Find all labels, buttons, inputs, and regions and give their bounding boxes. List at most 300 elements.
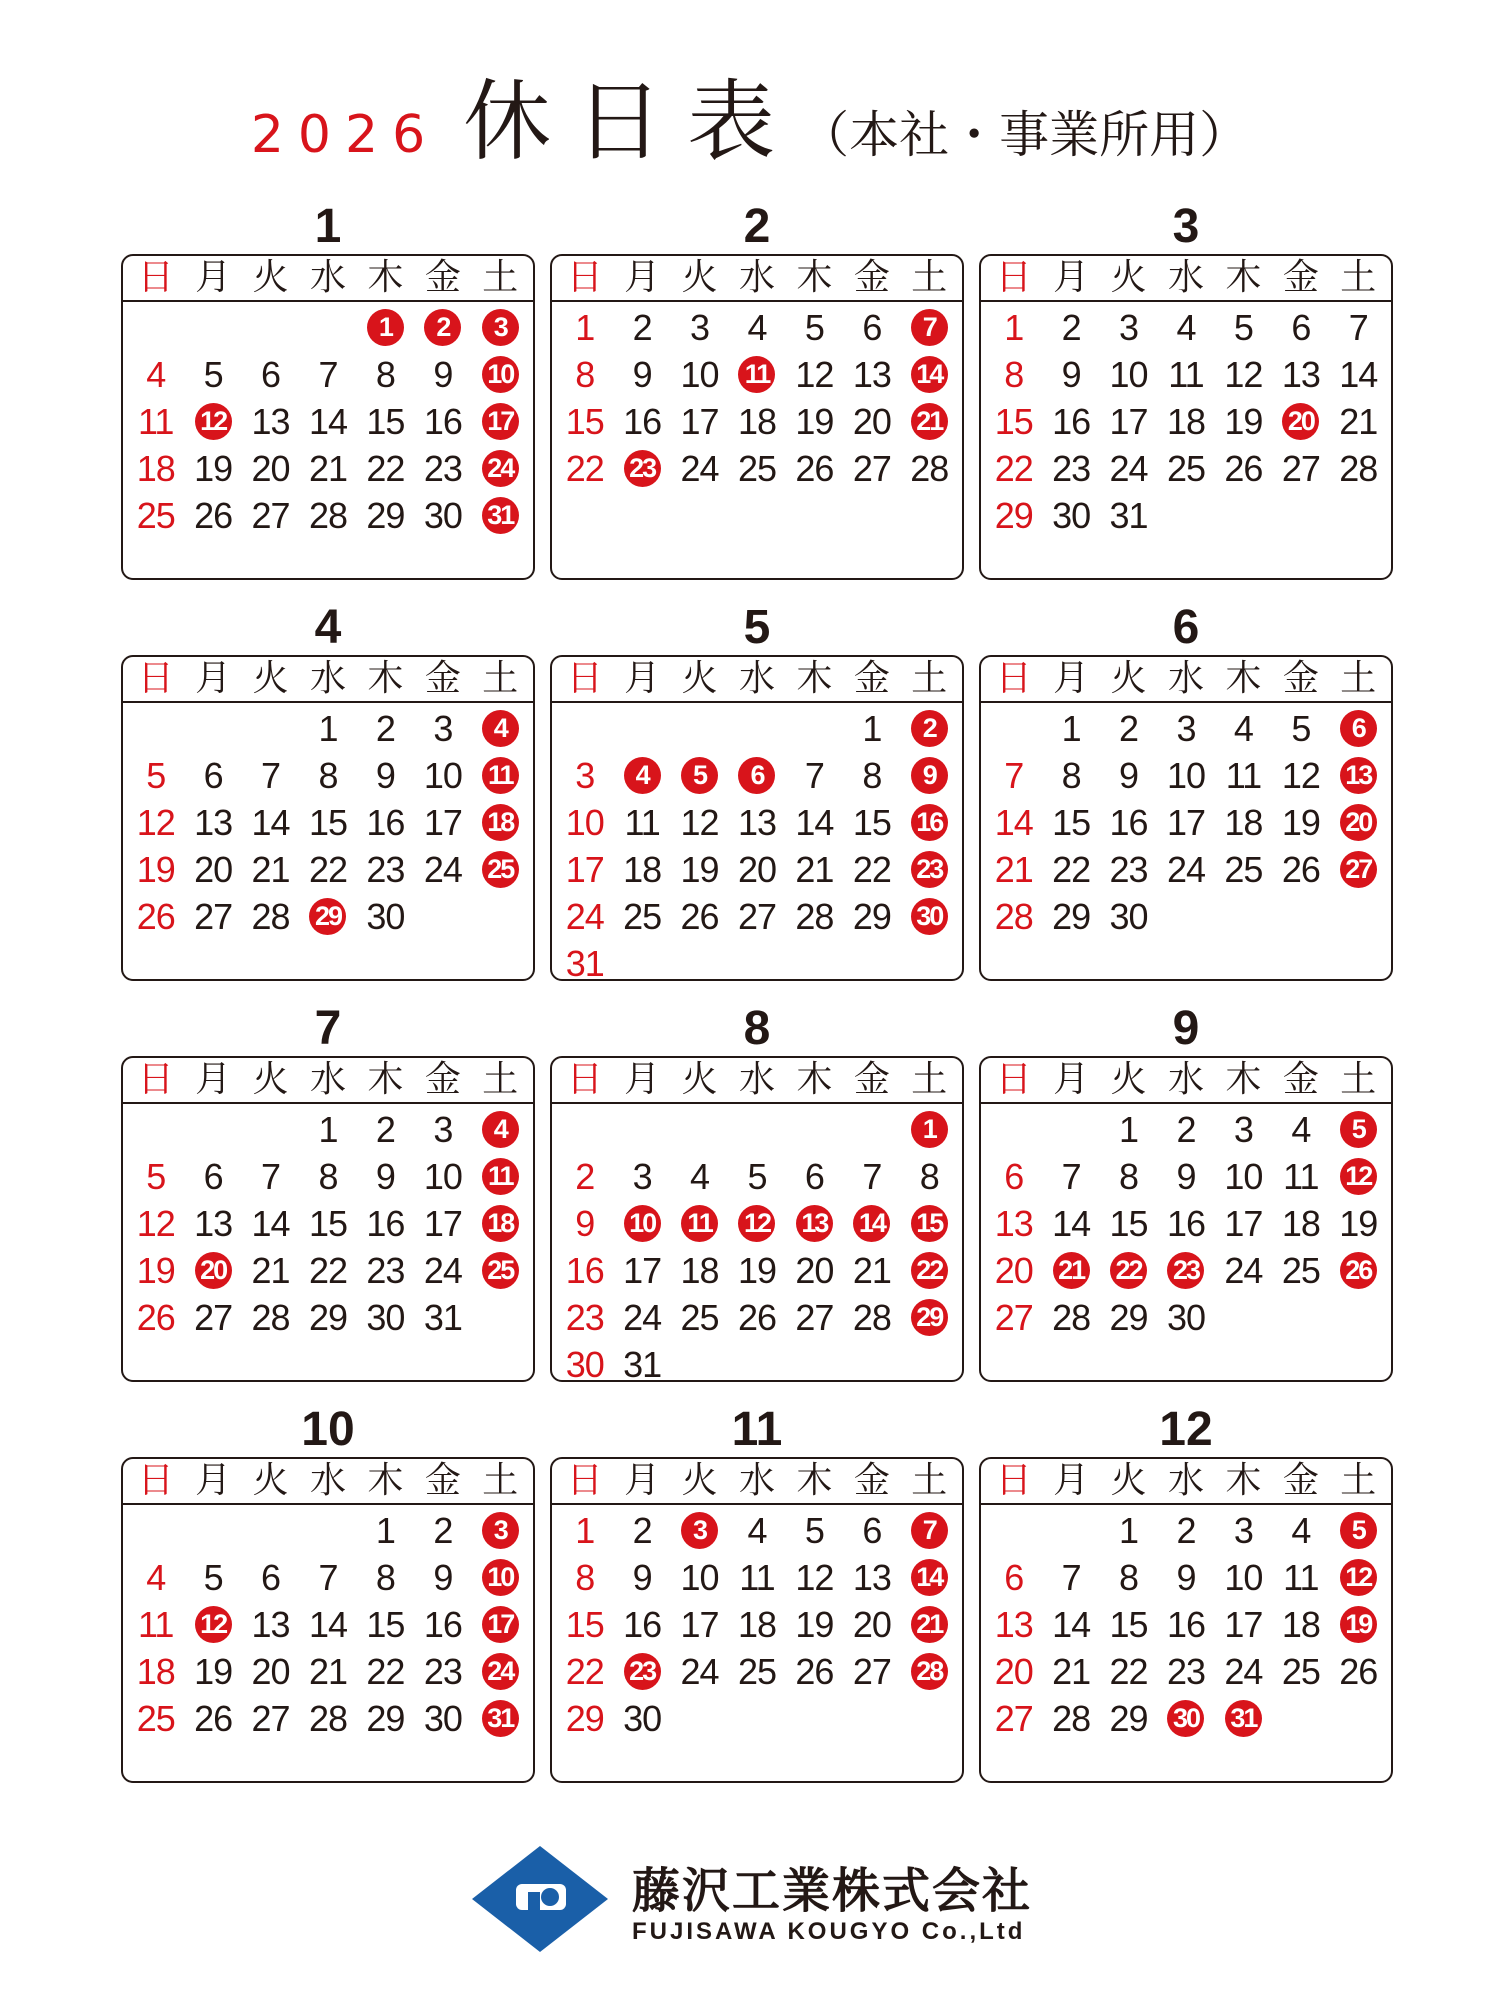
day-number: 1 [375, 1509, 395, 1551]
day-cell [613, 1294, 670, 1341]
holiday-day [472, 492, 529, 539]
day-cell [299, 1294, 356, 1341]
day-number: 4 [482, 1111, 519, 1148]
holiday-day [901, 1648, 958, 1695]
day-number: 16 [423, 400, 462, 442]
day-number: 26 [136, 895, 175, 937]
day-cell [1157, 752, 1214, 799]
day-number: 31 [423, 1296, 462, 1338]
day-cell [414, 846, 471, 893]
day-cell [357, 1200, 414, 1247]
day-number: 30 [1167, 1700, 1204, 1737]
day-number: 10 [565, 801, 604, 843]
day-cell [127, 1200, 184, 1247]
day-number: 8 [575, 1556, 595, 1598]
day-cell [786, 846, 843, 893]
day-number: 14 [911, 1559, 948, 1596]
day-cell [671, 1554, 728, 1601]
day-cell [1100, 492, 1157, 539]
holiday-day [786, 1200, 843, 1247]
day-cell [414, 492, 471, 539]
day-number: 25 [136, 494, 175, 536]
day-cell [556, 1341, 613, 1388]
day-number: 31 [482, 497, 519, 534]
day-number: 9 [433, 1556, 453, 1598]
weekday-label: 月 [1053, 1460, 1090, 1501]
day-cell [414, 1648, 471, 1695]
holiday-day [1330, 1507, 1387, 1554]
day-cell [1100, 1554, 1157, 1601]
holiday-day [472, 799, 529, 846]
day-number: 4 [624, 757, 661, 794]
day-number: 24 [680, 447, 719, 489]
day-number: 17 [1166, 801, 1206, 843]
month-12 [979, 1403, 1393, 1783]
holiday-day [728, 1200, 785, 1247]
day-number: 24 [623, 1296, 662, 1338]
day-number: 21 [1052, 1650, 1091, 1692]
day-cell [985, 398, 1042, 445]
day-cell [184, 1695, 241, 1742]
holiday-day [843, 1200, 900, 1247]
holiday-day [901, 351, 958, 398]
day-cell [414, 1294, 471, 1341]
day-number: 9 [911, 757, 948, 794]
day-number: 7 [1004, 754, 1024, 796]
day-cell [299, 799, 356, 846]
weekday-label: 土 [911, 1059, 948, 1100]
empty-cell [728, 705, 785, 752]
weekday-label: 水 [738, 1460, 775, 1501]
day-number: 18 [1224, 801, 1263, 843]
day-cell [127, 445, 184, 492]
day-cell [1042, 1153, 1099, 1200]
holiday-day [472, 846, 529, 893]
day-number: 30 [1052, 494, 1091, 536]
day-number: 13 [1281, 353, 1320, 395]
weekday-label: 日 [995, 1059, 1032, 1100]
day-cell [843, 445, 900, 492]
day-cell [613, 1153, 670, 1200]
day-number: 16 [366, 801, 405, 843]
day-cell [299, 445, 356, 492]
day-number: 8 [919, 1155, 939, 1197]
day-cell [786, 1153, 843, 1200]
day-cell [1215, 304, 1272, 351]
day-cell [414, 1554, 471, 1601]
day-cell [786, 351, 843, 398]
day-cell [184, 752, 241, 799]
day-cell [299, 492, 356, 539]
day-number: 25 [680, 1296, 719, 1338]
day-cell [1157, 1601, 1214, 1648]
day-cell [1272, 1200, 1329, 1247]
weekday-header [552, 256, 962, 302]
day-cell [786, 304, 843, 351]
day-number: 15 [366, 1603, 405, 1645]
day-number: 19 [1340, 1606, 1377, 1643]
weekday-label: 金 [424, 257, 461, 298]
day-cell [1042, 351, 1099, 398]
day-number: 23 [423, 447, 462, 489]
weekday-label: 水 [738, 257, 775, 298]
day-cell [671, 1648, 728, 1695]
day-number: 2 [911, 710, 948, 747]
day-cell [127, 1247, 184, 1294]
day-cell [843, 893, 900, 940]
day-number: 10 [680, 1556, 719, 1598]
empty-cell [985, 705, 1042, 752]
day-number: 28 [910, 447, 949, 489]
day-number: 21 [911, 1606, 948, 1643]
day-cell [1042, 893, 1099, 940]
day-number: 28 [308, 494, 348, 536]
day-number: 29 [308, 1296, 348, 1338]
day-number: 5 [681, 757, 718, 794]
day-number: 9 [1176, 1556, 1196, 1598]
day-number: 7 [318, 1556, 338, 1598]
day-number: 11 [739, 1556, 775, 1598]
day-number: 1 [575, 306, 595, 348]
weekday-label: 日 [995, 257, 1032, 298]
day-number: 15 [911, 1205, 948, 1242]
weekday-label: 月 [1053, 257, 1090, 298]
day-number: 6 [1340, 710, 1377, 747]
holiday-day [613, 752, 670, 799]
day-number: 7 [911, 309, 948, 346]
weekday-label: 火 [681, 1059, 718, 1100]
day-number: 28 [251, 1296, 290, 1338]
holiday-day [472, 705, 529, 752]
holiday-day [671, 1200, 728, 1247]
weekday-label: 木 [1225, 257, 1262, 298]
day-number: 11 [738, 356, 775, 393]
month-box [979, 655, 1393, 981]
day-number: 4 [1291, 1509, 1311, 1551]
day-cell [414, 1601, 471, 1648]
weekday-label: 日 [137, 257, 174, 298]
day-number: 12 [136, 801, 175, 843]
empty-cell [843, 1106, 900, 1153]
month-box [979, 254, 1393, 580]
day-cell [613, 1554, 670, 1601]
day-cell [786, 1648, 843, 1695]
day-cell [985, 799, 1042, 846]
day-cell [299, 752, 356, 799]
day-cell [1215, 1247, 1272, 1294]
day-number: 18 [136, 447, 175, 489]
weekday-label: 金 [853, 257, 890, 298]
day-cell [1100, 1507, 1157, 1554]
day-cell [843, 351, 900, 398]
day-cell [1157, 304, 1214, 351]
month-number: 3 [1172, 200, 1200, 253]
empty-cell [556, 705, 613, 752]
weekday-label: 水 [1167, 1059, 1204, 1100]
day-number: 25 [1281, 1249, 1320, 1291]
day-number: 18 [737, 400, 777, 442]
day-number: 3 [482, 309, 519, 346]
weekday-label: 金 [424, 1460, 461, 1501]
day-cell [1157, 1200, 1214, 1247]
day-cell [357, 1106, 414, 1153]
day-cell [613, 1507, 670, 1554]
day-cell [127, 1695, 184, 1742]
day-number: 4 [146, 1556, 166, 1598]
day-cell [728, 799, 785, 846]
day-number: 6 [203, 754, 223, 796]
weekday-label: 金 [853, 1059, 890, 1100]
day-cell [843, 398, 900, 445]
day-number: 29 [565, 1697, 604, 1739]
day-grid [981, 703, 1391, 940]
day-number: 3 [690, 306, 710, 348]
day-cell [1100, 1648, 1157, 1695]
day-grid [123, 703, 533, 940]
day-number: 24 [1166, 848, 1206, 890]
day-cell [843, 752, 900, 799]
day-number: 23 [1166, 1650, 1206, 1692]
month-8 [550, 1002, 964, 1385]
holiday-day [901, 1294, 958, 1341]
day-number: 30 [565, 1343, 604, 1385]
day-cell [556, 799, 613, 846]
day-cell [985, 1554, 1042, 1601]
day-cell [985, 752, 1042, 799]
holiday-day [901, 1200, 958, 1247]
day-number: 29 [366, 494, 405, 536]
day-cell [1330, 398, 1387, 445]
day-number: 24 [482, 450, 519, 487]
day-cell [414, 398, 471, 445]
empty-cell [786, 705, 843, 752]
day-cell [1215, 445, 1272, 492]
day-number: 21 [308, 1650, 348, 1692]
day-cell [1157, 1153, 1214, 1200]
day-cell [357, 705, 414, 752]
day-number: 22 [308, 848, 348, 890]
day-number: 12 [136, 1202, 175, 1244]
empty-cell [242, 304, 299, 351]
day-cell [556, 752, 613, 799]
day-cell [985, 1695, 1042, 1742]
weekday-label: 火 [1110, 1460, 1147, 1501]
day-number: 22 [852, 848, 891, 890]
day-number: 15 [994, 400, 1033, 442]
fujisawa-logo-icon [470, 1844, 610, 1954]
day-number: 3 [1233, 1509, 1253, 1551]
day-number: 9 [1119, 754, 1139, 796]
day-cell [1042, 445, 1099, 492]
day-number: 26 [194, 494, 233, 536]
day-number: 8 [1004, 353, 1024, 395]
day-cell [556, 351, 613, 398]
day-cell [1215, 1200, 1272, 1247]
month-box [121, 254, 535, 580]
month-box [550, 1457, 964, 1783]
day-cell [1215, 398, 1272, 445]
day-cell [613, 1601, 670, 1648]
day-cell [613, 398, 670, 445]
day-number: 28 [852, 1296, 891, 1338]
day-number: 12 [680, 801, 719, 843]
day-number: 5 [1340, 1111, 1377, 1148]
day-number: 1 [1004, 306, 1024, 348]
holiday-day [901, 705, 958, 752]
day-cell [1272, 799, 1329, 846]
day-number: 20 [251, 1650, 290, 1692]
day-cell [1157, 1294, 1214, 1341]
day-number: 20 [251, 447, 290, 489]
day-number: 1 [575, 1509, 595, 1551]
day-number: 30 [911, 898, 948, 935]
day-cell [1042, 846, 1099, 893]
holiday-day [1157, 1247, 1214, 1294]
day-number: 11 [482, 1158, 519, 1195]
day-cell [299, 1153, 356, 1200]
day-cell [357, 1695, 414, 1742]
weekday-label: 土 [482, 1059, 519, 1100]
day-cell [127, 1294, 184, 1341]
day-number: 10 [482, 1559, 519, 1596]
day-number: 17 [423, 801, 462, 843]
day-cell [357, 893, 414, 940]
day-cell [613, 351, 670, 398]
day-number: 27 [994, 1697, 1033, 1739]
day-number: 16 [1109, 801, 1148, 843]
empty-cell [728, 1106, 785, 1153]
holiday-day [184, 1601, 241, 1648]
title-year: 2026 [250, 105, 440, 165]
empty-cell [242, 705, 299, 752]
holiday-day [472, 1601, 529, 1648]
day-cell [1100, 846, 1157, 893]
holiday-day [472, 752, 529, 799]
day-cell [357, 1554, 414, 1601]
day-cell [1272, 1601, 1329, 1648]
holiday-day [472, 398, 529, 445]
day-cell [728, 304, 785, 351]
day-number: 14 [795, 801, 834, 843]
holiday-day [414, 304, 471, 351]
weekday-label: 月 [624, 1460, 661, 1501]
day-number: 27 [1281, 447, 1320, 489]
day-number: 6 [1291, 306, 1311, 348]
day-cell [242, 1601, 299, 1648]
month-number: 6 [1172, 601, 1200, 654]
holiday-day [472, 351, 529, 398]
day-number: 10 [482, 356, 519, 393]
day-number: 16 [565, 1249, 604, 1291]
day-cell [127, 1648, 184, 1695]
day-grid [123, 1505, 533, 1742]
holiday-day [1042, 1247, 1099, 1294]
day-number: 27 [194, 1296, 233, 1338]
day-number: 25 [737, 447, 777, 489]
day-number: 7 [911, 1512, 948, 1549]
day-number: 2 [375, 707, 395, 749]
holiday-day [472, 1106, 529, 1153]
day-number: 11 [138, 1603, 174, 1645]
day-number: 3 [433, 707, 453, 749]
day-number: 3 [1176, 707, 1196, 749]
day-number: 7 [318, 353, 338, 395]
day-number: 13 [852, 1556, 891, 1598]
day-cell [1042, 1200, 1099, 1247]
day-number: 25 [136, 1697, 175, 1739]
day-number: 3 [575, 754, 595, 796]
day-cell [728, 398, 785, 445]
day-cell [414, 1507, 471, 1554]
day-cell [1157, 846, 1214, 893]
day-number: 11 [1225, 754, 1262, 796]
month-number: 2 [743, 200, 771, 253]
day-cell [127, 398, 184, 445]
day-number: 20 [1282, 403, 1319, 440]
holiday-day [1330, 1106, 1387, 1153]
holiday-day [901, 846, 958, 893]
day-cell [184, 1200, 241, 1247]
day-number: 8 [862, 754, 882, 796]
holiday-day [613, 1200, 670, 1247]
day-number: 19 [136, 1249, 175, 1291]
day-number: 6 [1004, 1155, 1024, 1197]
day-cell [556, 304, 613, 351]
day-number: 15 [1052, 801, 1091, 843]
day-number: 17 [482, 1606, 519, 1643]
day-number: 21 [308, 447, 348, 489]
day-number: 27 [994, 1296, 1033, 1338]
day-number: 2 [1061, 306, 1081, 348]
month-box [550, 1056, 964, 1385]
day-number: 26 [194, 1697, 233, 1739]
day-number: 22 [994, 447, 1033, 489]
day-number: 12 [738, 1205, 775, 1242]
day-cell [357, 799, 414, 846]
day-number: 13 [994, 1202, 1033, 1244]
day-number: 2 [1176, 1108, 1196, 1150]
day-cell [671, 1601, 728, 1648]
day-cell [357, 351, 414, 398]
empty-cell [1042, 1106, 1099, 1153]
day-number: 3 [1233, 1108, 1253, 1150]
day-number: 12 [1224, 353, 1263, 395]
day-number: 10 [423, 754, 462, 796]
weekday-label: 火 [1110, 1059, 1147, 1100]
day-number: 1 [318, 707, 338, 749]
day-number: 30 [1109, 895, 1148, 937]
month-number: 11 [731, 1403, 783, 1456]
day-cell [1215, 1554, 1272, 1601]
day-number: 22 [1110, 1252, 1147, 1289]
day-number: 20 [852, 1603, 891, 1645]
day-cell [1042, 304, 1099, 351]
day-number: 5 [1291, 707, 1311, 749]
day-cell [556, 1554, 613, 1601]
day-number: 28 [1339, 447, 1378, 489]
day-cell [671, 1294, 728, 1341]
day-number: 12 [1340, 1559, 1377, 1596]
day-number: 30 [423, 1697, 462, 1739]
day-number: 8 [375, 353, 395, 395]
day-number: 6 [862, 1509, 882, 1551]
day-cell [357, 398, 414, 445]
month-number: 4 [314, 601, 342, 654]
day-number: 3 [1119, 306, 1139, 348]
holiday-day [1330, 1601, 1387, 1648]
day-number: 22 [366, 447, 405, 489]
holiday-day [901, 1507, 958, 1554]
